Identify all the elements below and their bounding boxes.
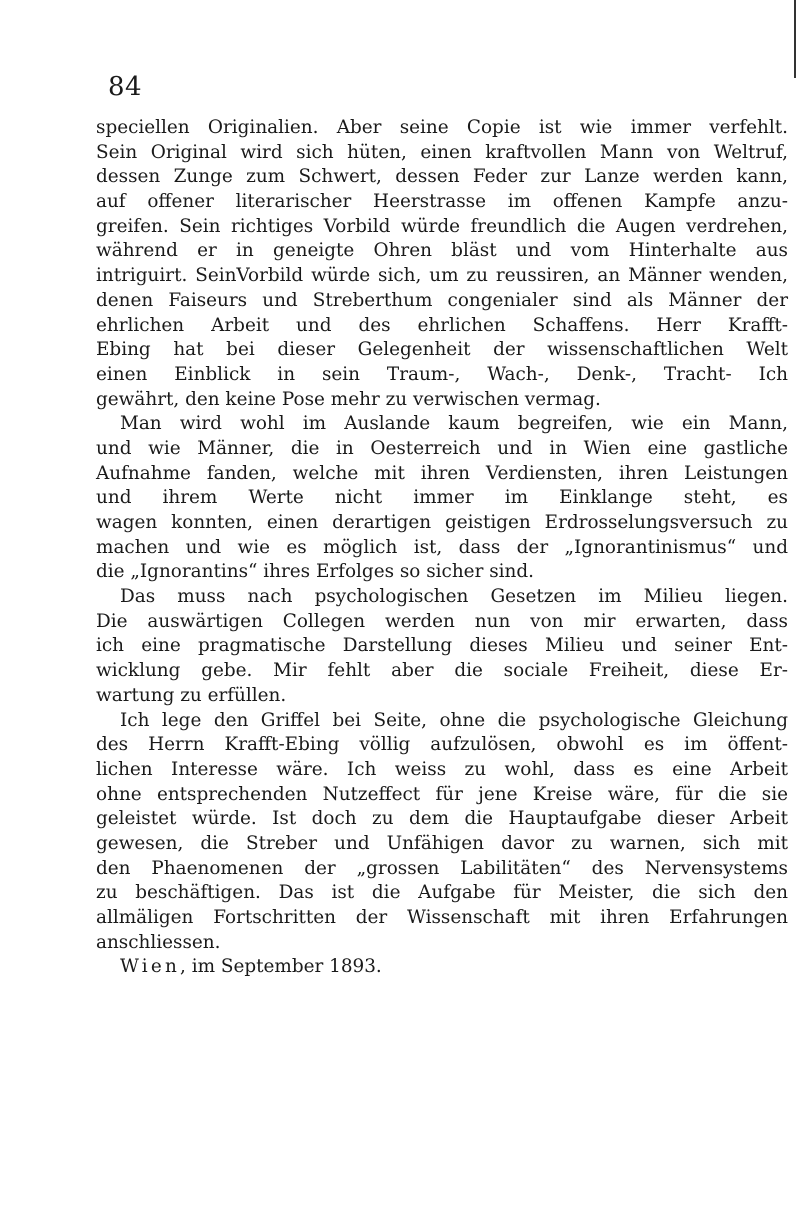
text-line: Das muss nach psychologischen Gesetzen im Milieu liegen.: [120, 586, 788, 608]
text-line: Aufnahme fanden, welche mit ihren Verdiensten, ihren Leistungen: [96, 462, 788, 484]
text-line: zu beschäftigen. Das ist die Aufgabe für Meister, die sich den: [96, 882, 788, 904]
text-line: wagen konnten, einen derartigen geistigen Erdrosselungsversuch zu: [96, 512, 788, 533]
page-edge-line: [794, 0, 796, 78]
text-line: ich eine pragmatische Darstellung dieses Milieu und seiner Ent-: [96, 635, 788, 657]
signoff-date: , im September 1893.: [180, 956, 382, 978]
text-line: lichen Interesse wäre. Ich weiss zu wohl, dass es eine Arbeit: [96, 758, 788, 780]
text-line: auf offener literarischer Heerstrasse im offenen Kampfe anzu-: [96, 191, 788, 213]
text-line: speciellen Originalien. Aber seine Copie ist wie immer verfehlt.: [96, 117, 788, 138]
text-line: wartung zu erfüllen.: [96, 684, 287, 706]
body-text: [96, 116, 788, 980]
signoff-line: [96, 955, 788, 980]
text-line: den Phaenomenen der „grossen Labilitäten“ des Nervensystems: [96, 857, 788, 879]
text-line: ehrlichen Arbeit und des ehrlichen Schaffens. Herr Krafft-: [96, 314, 788, 336]
text-line: gewesen, die Streber und Unfähigen davor zu warnen, sich mit: [96, 832, 788, 854]
page-number: 84: [108, 72, 143, 102]
text-line: Sein Original wird sich hüten, einen kraftvollen Mann von Weltruf,: [96, 141, 788, 163]
text-line: Ebing hat bei dieser Gelegenheit der wissenschaftlichen Welt: [96, 339, 788, 361]
text-line: allmäligen Fortschritten der Wissenschaft mit ihren Erfahrungen: [96, 907, 788, 928]
text-line: während er in geneigte Ohren bläst und vom Hinterhalte aus: [96, 240, 788, 262]
text-line: intriguirt. SeinVorbild würde sich, um zu reussiren, an Männer wenden,: [96, 265, 788, 287]
text-line: die „Ignorantins“ ihres Erfolges so sicher sind.: [96, 561, 534, 583]
text-line: Ich lege den Griffel bei Seite, ohne die psychologische Gleichung: [120, 709, 788, 731]
text-line: Man wird wohl im Auslande kaum begreifen, wie ein Mann,: [120, 413, 788, 435]
text-line: wicklung gebe. Mir fehlt aber die sociale Freiheit, diese Er-: [96, 660, 788, 682]
text-line: und wie Männer, die in Oesterreich und in Wien eine gastliche: [96, 437, 788, 459]
text-line: ohne entsprechenden Nutzeffect für jene Kreise wäre, für die sie: [96, 783, 788, 805]
text-line: und ihrem Werte nicht immer im Einklange steht, es: [96, 487, 788, 509]
text-line: Die auswärtigen Collegen werden nun von mir erwarten, dass: [96, 610, 788, 632]
text-line: machen und wie es möglich ist, dass der „Ignorantinismus“ und: [96, 536, 788, 558]
text-line: dessen Zunge zum Schwert, dessen Feder zur Lanze werden kann,: [96, 166, 788, 188]
text-line: einen Einblick in sein Traum-, Wach-, Denk-, Tracht- Ich: [96, 363, 788, 385]
text-line: gewährt, den keine Pose mehr zu verwischen vermag.: [96, 388, 601, 410]
text-line: denen Faiseurs und Streberthum congenialer sind als Männer der: [96, 289, 788, 311]
text-line: geleistet würde. Ist doch zu dem die Hauptaufgabe dieser Arbeit: [96, 808, 788, 830]
signoff-place: Wien: [120, 956, 180, 978]
text-line: des Herrn Krafft-Ebing völlig aufzulösen, obwohl es im öffent-: [96, 734, 788, 756]
text-line: anschliessen.: [96, 931, 221, 953]
text-line: greifen. Sein richtiges Vorbild würde freundlich die Augen verdrehen,: [96, 215, 788, 237]
